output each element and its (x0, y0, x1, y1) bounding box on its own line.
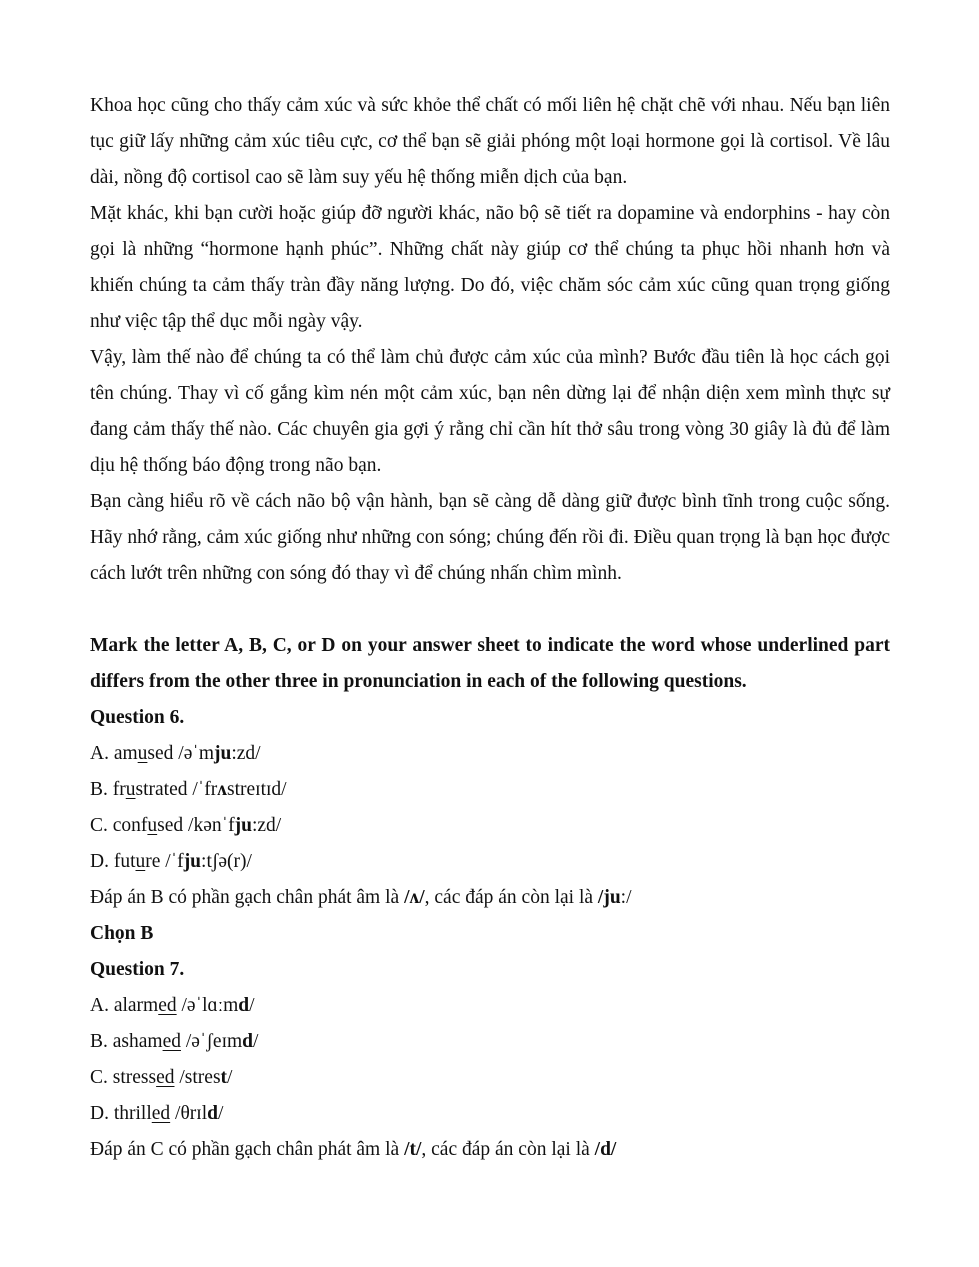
bold-phoneme: /t/ (404, 1139, 422, 1160)
explanation-text: , các đáp án còn lại là (424, 887, 598, 908)
explanation-text: Đáp án B có phần gạch chân phát âm là (90, 887, 405, 908)
passage-paragraph: Mặt khác, khi bạn cười hoặc giúp đỡ người khác, não bộ sẽ tiết ra dopamine và endorphins - hay còn gọi là những “hormone hạnh phúc”. Những chất này giúp cơ thể chúng ta phục hồi nhanh hơn và khiến chúng ta cảm thấy tràn đầy năng lượng. Do đó, việc chăm sóc cảm xúc cũng quan trọng giống như việc tập thể dục mỗi ngày vậy. (90, 203, 890, 332)
underlined-part: u (147, 815, 158, 836)
option-text: A. am (90, 743, 138, 764)
option-text: /əˈʃeɪm (180, 1031, 243, 1052)
underlined-part: u (125, 779, 136, 800)
bold-phoneme: d (238, 995, 250, 1016)
explanation-text: :/ (620, 887, 632, 908)
option-text: / (217, 1103, 224, 1124)
underlined-part: ed (162, 1031, 181, 1052)
option-text: D. fut (90, 851, 136, 872)
option-text: C. stress (90, 1067, 157, 1088)
option-text: :zd/ (231, 743, 261, 764)
explanation (90, 880, 890, 916)
option-d (90, 1096, 890, 1132)
passage-paragraph: Khoa học cũng cho thấy cảm xúc và sức khỏe thể chất có mối liên hệ chặt chẽ với nhau. Nếu bạn liên tục giữ lấy những cảm xúc tiêu cực, cơ thể bạn sẽ giải phóng một loại hormone gọi là cortisol. Về lâu dài, nồng độ cortisol cao sẽ làm suy yếu hệ thống miễn dịch của bạn. (90, 95, 890, 188)
option-text: sed /əˈm (147, 743, 215, 764)
option-a (90, 988, 890, 1024)
option-d (90, 844, 890, 880)
explanation-text: Đáp án C có phần gạch chân phát âm là (90, 1139, 405, 1160)
option-b (90, 1024, 890, 1060)
option-text: D. thrill (90, 1103, 152, 1124)
bold-phoneme: ju (234, 815, 252, 836)
underlined-part: u (135, 851, 146, 872)
option-c (90, 808, 890, 844)
option-text: /əˈlɑːm (176, 995, 239, 1016)
option-text: sed /kənˈf (157, 815, 235, 836)
option-text: / (249, 995, 255, 1016)
option-b (90, 772, 890, 808)
option-text: B. asham (90, 1031, 163, 1052)
explanation (90, 1132, 890, 1168)
passage-paragraph: Vậy, làm thế nào để chúng ta có thể làm chủ được cảm xúc của mình? Bước đầu tiên là học cách gọi tên chúng. Thay vì cố gắng kìm nén một cảm xúc, bạn nên dừng lại để nhận diện xem mình thực sự đang cảm thấy thế nào. Các chuyên gia gợi ý rằng chỉ cần hít thở sâu trong vòng 30 giây là đủ để làm dịu hệ thống báo động trong não bạn. (90, 347, 890, 476)
passage-paragraph: Bạn càng hiểu rõ về cách não bộ vận hành, bạn sẽ càng dễ dàng giữ được bình tĩnh trong cuộc sống. Hãy nhớ rằng, cảm xúc giống như những con sóng; chúng đến rồi đi. Điều quan trọng là bạn học được cách lướt trên những con sóng đó thay vì để chúng nhấn chìm mình. (90, 491, 890, 584)
option-text: strated /ˈfr (135, 779, 218, 800)
question-heading: Question 7. (90, 959, 185, 980)
bold-phoneme: /ju (597, 887, 621, 908)
option-text: /θrɪl (170, 1103, 208, 1124)
bold-phoneme: t (220, 1067, 228, 1088)
option-text: A. alarm (90, 995, 159, 1016)
document-content (90, 88, 890, 1168)
option-text: C. conf (90, 815, 148, 836)
option-text: B. fr (90, 779, 126, 800)
bold-phoneme: ju (214, 743, 232, 764)
answer-choice: Chọn B (90, 923, 154, 944)
bold-phoneme: d (242, 1031, 254, 1052)
option-a (90, 736, 890, 772)
question-heading: Question 6. (90, 707, 185, 728)
option-text: re /ˈf (145, 851, 184, 872)
underlined-part: u (137, 743, 148, 764)
underlined-part: ed (158, 995, 177, 1016)
option-text: :tʃə(r)/ (201, 851, 252, 872)
bold-phoneme: /ʌ/ (404, 887, 425, 908)
underlined-part: ed (151, 1103, 171, 1124)
instruction-text: Mark the letter A, B, C, or D on your answer sheet to indicate the word whose underlined part differs from the other three in pronunciation in each of the following questions. (90, 635, 890, 692)
option-text: / (253, 1031, 259, 1052)
spacer (90, 592, 890, 628)
option-text: :zd/ (251, 815, 282, 836)
option-c (90, 1060, 890, 1096)
underlined-part: ed (156, 1067, 175, 1088)
bold-phoneme: /d/ (594, 1139, 617, 1160)
bold-phoneme: d (207, 1103, 218, 1124)
option-text: streɪtɪd/ (227, 779, 287, 800)
bold-phoneme: ʌ (217, 779, 228, 800)
explanation-text: , các đáp án còn lại là (421, 1139, 595, 1160)
option-text: / (227, 1067, 233, 1088)
bold-phoneme: ju (183, 851, 202, 872)
option-text: /stres (174, 1067, 221, 1088)
